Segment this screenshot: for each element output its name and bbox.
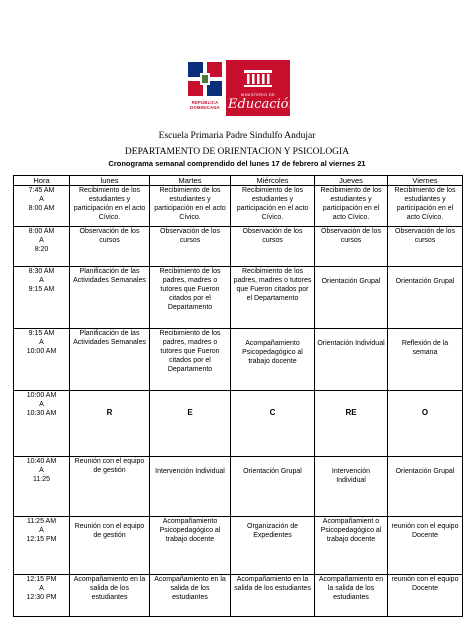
header-hora: Hora (14, 176, 70, 186)
header-jueves: Jueves (315, 176, 388, 186)
republica-line2: DOMINICANA (190, 105, 220, 110)
activity-cell: Reunión con el equipo de gestión (70, 517, 150, 575)
time-cell: 8:00 AM A 8:20 (14, 227, 70, 267)
activity-cell: Observación de los cursos (150, 227, 231, 267)
republica-line1: REPÚBLICA (191, 100, 219, 105)
activity-cell: Organización de Expedientes (231, 517, 315, 575)
activity-cell: Orientación Grupal (315, 267, 388, 329)
table-header-row (14, 176, 463, 186)
table-row (14, 186, 463, 227)
republic-emblem (186, 60, 224, 116)
activity-cell: Observación de los cursos (70, 227, 150, 267)
activity-cell: reunión con el equipo Docente (388, 575, 463, 617)
activity-cell: Recibimiento de los estudiantes y participación en el acto Cívico. (70, 186, 150, 227)
time-cell: 10:40 AM A 11:25 (14, 457, 70, 517)
activity-cell: Orientación Individual (315, 329, 388, 391)
activity-cell: Recibimiento de los estudiantes y participación en el acto Cívico. (388, 186, 463, 227)
activity-cell: Acompañamiento en la salida de los estudiantes (70, 575, 150, 617)
table-row (14, 267, 463, 329)
activity-cell: Acompañamient o Psicopedagógico al trabajo docente (315, 517, 388, 575)
activity-cell: Acompañamiento en la salida de los estudiantes (315, 575, 388, 617)
header-miercoles: Miércoles (231, 176, 315, 186)
activity-cell: Observación de los cursos (388, 227, 463, 267)
activity-cell: Recibimiento de los estudiantes y participación en el acto Cívico. (231, 186, 315, 227)
activity-cell: C (231, 391, 315, 457)
activity-cell: Planificación de las Actividades Semanales (70, 267, 150, 329)
table-row (14, 227, 463, 267)
table-row (14, 457, 463, 517)
activity-cell: Intervención Individual (315, 457, 388, 517)
table-row (14, 517, 463, 575)
header-lunes: lunes (70, 176, 150, 186)
activity-cell: Orientación Grupal (388, 457, 463, 517)
time-cell: 10:00 AM A 10:30 AM (14, 391, 70, 457)
activity-cell: O (388, 391, 463, 457)
table-row (14, 575, 463, 617)
table-row (14, 329, 463, 391)
activity-cell: Planificación de las Actividades Semanales (70, 329, 150, 391)
activity-cell: E (150, 391, 231, 457)
activity-cell: reunión con el equipo Docente (388, 517, 463, 575)
header-viernes: Viernes (388, 176, 463, 186)
ministry-logo (186, 60, 297, 120)
activity-cell: Observación de los cursos (315, 227, 388, 267)
flag-shield-icon (188, 62, 222, 96)
activity-cell: Acompañamiento Psicopedagógico al trabajo docente (150, 517, 231, 575)
activity-cell: Intervención Individual (150, 457, 231, 517)
activity-cell: Recibimiento de los padres, madres o tutores que Fueron citados por el Departamento (150, 329, 231, 391)
time-cell: 7:45 AM A 8:00 AM (14, 186, 70, 227)
activity-cell: Acompañamiento en la salida de los estudiantes (150, 575, 231, 617)
activity-cell: Acompañamiento en la salida de los estudiantes (231, 575, 315, 617)
ministerio-label: MINISTERIO DE (241, 92, 275, 97)
activity-cell: Reflexión de la semana (388, 329, 463, 391)
building-icon (242, 68, 274, 88)
activity-cell: Orientación Grupal (388, 267, 463, 329)
activity-cell: Observación de los cursos (231, 227, 315, 267)
header-martes: Martes (150, 176, 231, 186)
time-cell: 12:15 PM A 12:30 PM (14, 575, 70, 617)
time-cell: 8:30 AM A 9:15 AM (14, 267, 70, 329)
activity-cell: R (70, 391, 150, 457)
time-cell: 11:25 AM A 12:15 PM (14, 517, 70, 575)
time-cell: 9:15 AM A 10:00 AM (14, 329, 70, 391)
activity-cell: Orientación Grupal (231, 457, 315, 517)
ministry-badge (226, 60, 297, 116)
educacion-label: Educación (228, 97, 297, 112)
activity-cell: Recibimiento de los estudiantes y participación en el acto Cívico. (315, 186, 388, 227)
activity-cell: Acompañamiento Psicopedagógico al trabajo docente (231, 329, 315, 391)
department-title: DEPARTAMENTO DE ORIENTACION Y PSICOLOGIA (124, 147, 350, 157)
table-row (14, 391, 463, 457)
activity-cell: RE (315, 391, 388, 457)
activity-cell: Recibimiento de los padres, madres o tutores que Fueron citados por el Departamento (150, 267, 231, 329)
schedule-title: Cronograma semanal comprendido del lunes 17 de febrero al viernes 21 (108, 159, 366, 168)
weekly-schedule-table (13, 175, 463, 617)
activity-cell: Recibimiento de los estudiantes y participación en el acto Cívico. (150, 186, 231, 227)
activity-cell: Reunión con el equipo de gestión (70, 457, 150, 517)
activity-cell: Recibimiento de los padres, madres o tutores que Fueron citados por el Departamento (231, 267, 315, 329)
school-name: Escuela Primaria Padre Sindulfo Andujar (158, 131, 316, 141)
